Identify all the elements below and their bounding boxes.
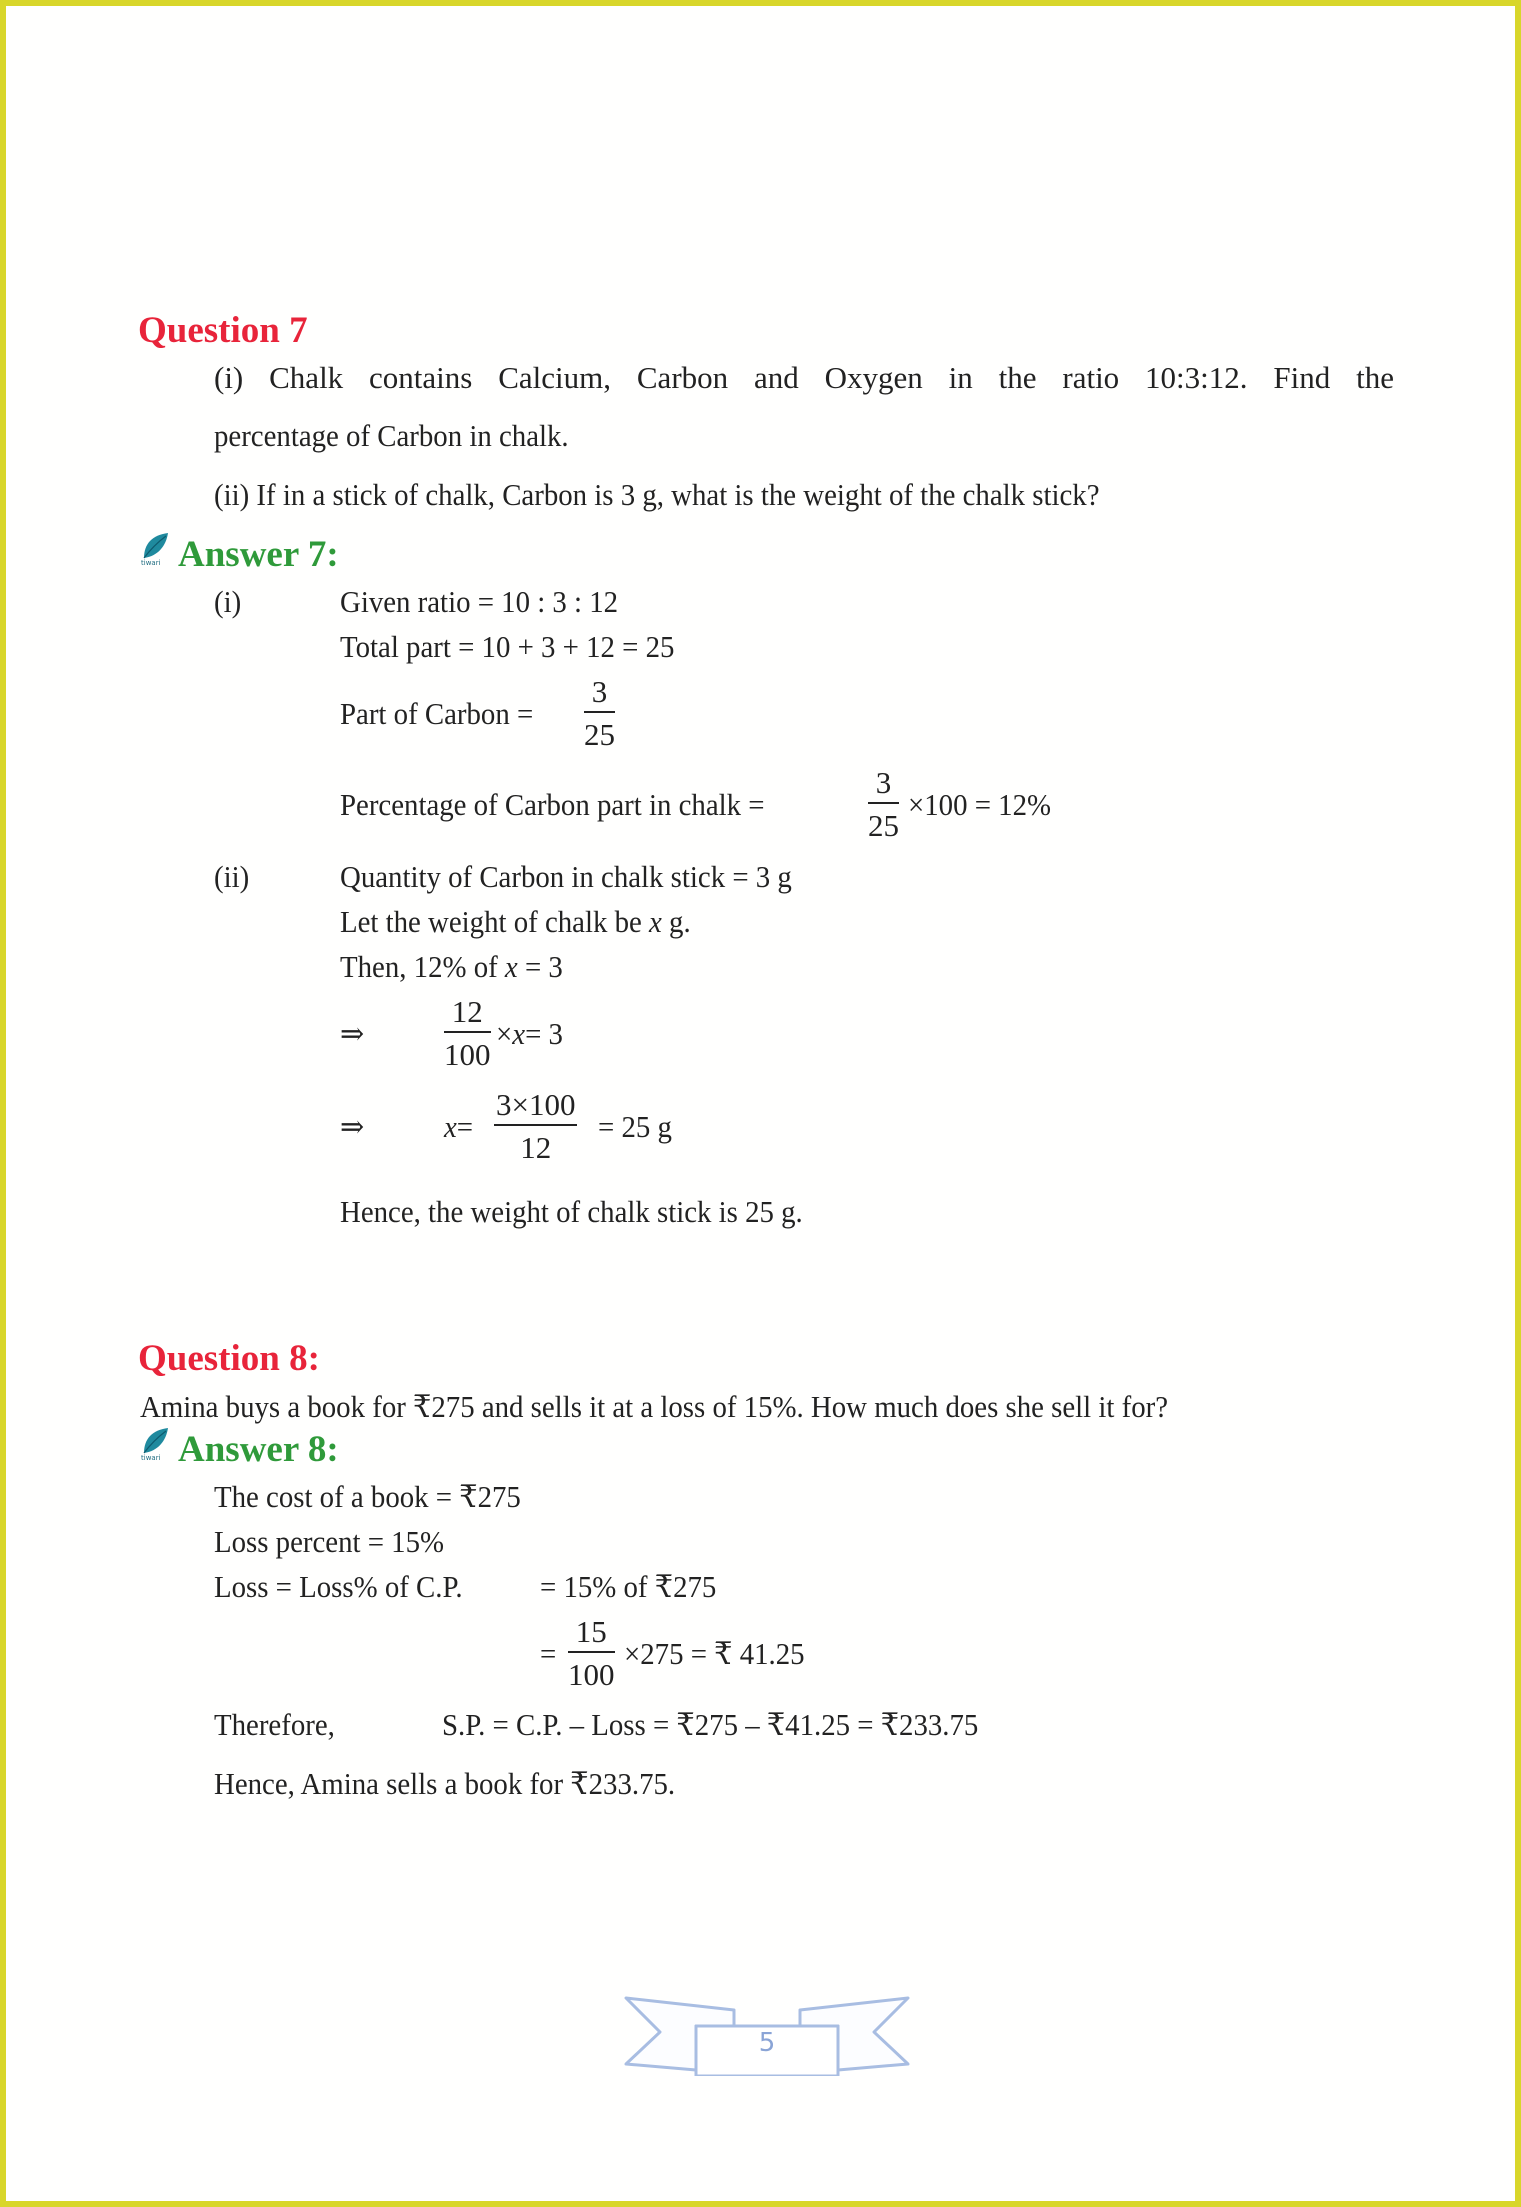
then-equals: = 3 (524, 949, 563, 984)
svg-text:tiwari: tiwari (141, 1454, 161, 1461)
then-text: Then, 12% of (340, 949, 498, 984)
percentage-fraction (868, 767, 899, 841)
leaf-logo-icon (140, 532, 170, 566)
question-8-heading: Question 8: (138, 1338, 320, 1379)
svg-text:tiwari: tiwari (141, 559, 161, 566)
fraction-denominator: 100 (444, 1037, 491, 1072)
loss-label: Loss = Loss% of C.P. (214, 1569, 463, 1604)
answer-7-part-1-label: (i) (214, 584, 242, 619)
equals-sign: = (456, 1109, 474, 1144)
times-sign: × (496, 1016, 513, 1051)
fraction-numerator: 15 (568, 1616, 615, 1653)
implies-arrow-2: ⇒ (340, 1109, 365, 1144)
question-8-text: Amina buys a book for ₹275 and sells it at a loss of 15%. How much does she sell it for? (140, 1389, 1169, 1424)
fraction-numerator: 12 (444, 996, 491, 1033)
given-ratio: Given ratio = 10 : 3 : 12 (340, 584, 619, 619)
implies-2-fraction (494, 1089, 577, 1163)
question-7-part-1-line-2: percentage of Carbon in chalk. (214, 418, 569, 453)
fraction-denominator: 12 (520, 1130, 552, 1165)
variable-x: x (444, 1109, 457, 1144)
page-number: 5 (758, 2028, 776, 2058)
loss-value: = 15% of ₹275 (540, 1569, 717, 1604)
then-line (340, 951, 563, 982)
selling-price-calc: S.P. = C.P. – Loss = ₹275 – ₹41.25 = ₹233.75 (442, 1707, 979, 1742)
let-weight-unit: g. (669, 904, 691, 939)
question-7-heading: Question 7 (138, 310, 308, 351)
fraction-numerator: 3×100 (494, 1089, 577, 1126)
implies-1-rest (496, 1018, 563, 1049)
let-weight-text: Let the weight of chalk be (340, 904, 642, 939)
quantity-of-carbon: Quantity of Carbon in chalk stick = 3 g (340, 859, 792, 894)
loss-fraction (568, 1616, 615, 1690)
cost-of-book: The cost of a book = ₹275 (214, 1479, 521, 1514)
implies-arrow-1: ⇒ (340, 1016, 365, 1051)
let-weight-line (340, 906, 691, 937)
fraction-denominator: 25 (584, 717, 615, 752)
part-of-carbon-fraction (584, 676, 615, 750)
question-7-part-2: (ii) If in a stick of chalk, Carbon is 3 g, what is the weight of the chalk stick? (214, 477, 1100, 512)
loss-percent: Loss percent = 15% (214, 1524, 445, 1559)
answer-7-heading: Answer 7: (178, 534, 339, 575)
implies-1-fraction (444, 996, 491, 1070)
variable-x: x (512, 1016, 526, 1051)
implies-2-lhs (444, 1111, 473, 1142)
answer-7-conclusion: Hence, the weight of chalk stick is 25 g. (340, 1194, 803, 1229)
answer-7-part-2-label: (ii) (214, 859, 250, 894)
loss-fraction-result: ×275 = ₹ 41.25 (624, 1636, 805, 1671)
therefore-label: Therefore, (214, 1707, 335, 1742)
leaf-logo-icon (140, 1427, 170, 1461)
implies-2-result: = 25 g (598, 1109, 672, 1144)
question-7-part-1-line-1: (i) Chalk contains Calcium, Carbon and Oxygen in the ratio 10:3:12. Find the (214, 360, 1394, 395)
variable-x: x (649, 904, 662, 939)
total-part: Total part = 10 + 3 + 12 = 25 (340, 629, 675, 664)
fraction-denominator: 25 (868, 808, 899, 843)
fraction-numerator: 3 (868, 767, 899, 804)
fraction-numerator: 3 (584, 676, 615, 713)
percentage-label: Percentage of Carbon part in chalk = (340, 787, 765, 822)
equals-three: = 3 (525, 1016, 563, 1051)
variable-x: x (504, 949, 518, 984)
answer-8-heading: Answer 8: (178, 1429, 339, 1470)
fraction-denominator: 100 (568, 1657, 615, 1692)
percentage-result: ×100 = 12% (908, 787, 1052, 822)
answer-8-conclusion: Hence, Amina sells a book for ₹233.75. (214, 1766, 676, 1801)
part-of-carbon-label: Part of Carbon = (340, 696, 534, 731)
equals-sign: = (540, 1636, 557, 1671)
